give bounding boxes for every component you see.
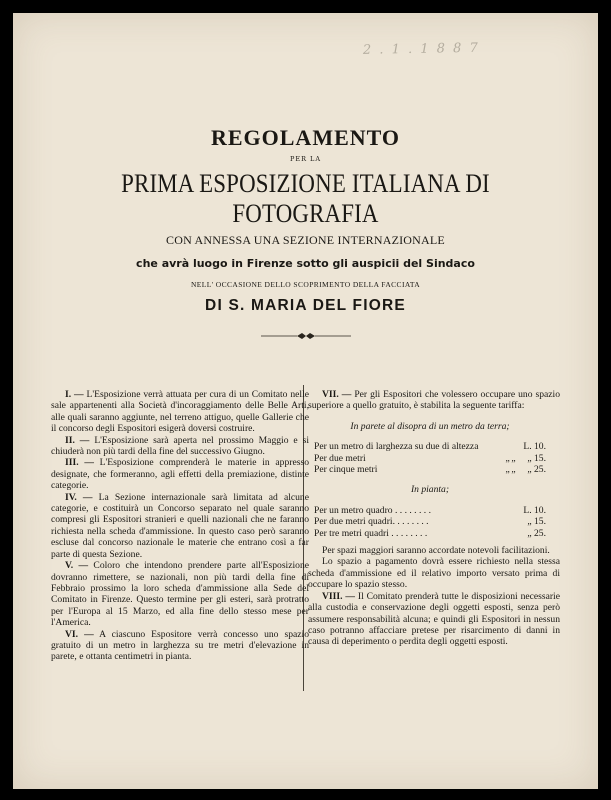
- article-2: II. — L'Esposizione sarà aperta nel prossimo Maggio e si chiuderà non più tardi della fine del successivo Giugno.: [51, 434, 310, 458]
- main-title: PRIMA ESPOSIZIONE ITALIANA DI FOTOGRAFIA: [121, 169, 490, 228]
- table-row: Per un metro di larghezza su due di altezza L. 10.: [314, 441, 546, 453]
- article-7: VII. — Per gli Espositori che volessero occupare uno spazio superiore a quello gratuito, è stabilita la seguente tariffa:: [308, 389, 560, 412]
- parete-tariff-table: [314, 441, 546, 475]
- table-row: Per tre metri quadri . . . . . . . . „ 25.: [314, 527, 546, 539]
- article-4: IV. — La Sezione internazionale sarà limitata ad alcune categorie, e costituirà un Concorso separato nel quale saranno compresi gli Espositori stranieri e quelli nazionali che ne faranno richiesta nella scheda d'ammissione. In questo caso però saranno escluse dal concorso nazionale le materie che entrano così a far parte di questa Sezione.: [51, 491, 309, 560]
- paragraph-spazi: Per spazi maggiori saranno accordate notevoli facilitazioni.: [322, 545, 550, 557]
- document-header: [13, 125, 598, 315]
- paragraph-pagamento: Lo spazio a pagamento dovrà essere richiesto nella stessa scheda d'ammissione ed il relativo importo versato prima di occupare lo spazio stesso.: [308, 556, 560, 591]
- parete-heading: In parete al disopra di un metro da terra;: [350, 420, 510, 432]
- table-row: Per due metri quadri. . . . . . . . „ 15.: [314, 516, 546, 528]
- ornament-divider: [261, 332, 351, 340]
- pencil-annotation: 2 . 1 . 1 8 8 7: [362, 40, 480, 58]
- article-5: V. — Coloro che intendono prendere parte all'Esposizione dovranno rimettere, se nazionali, non più tardi della fine di Febbraio prossimo la loro scheda d'ammissione alla Sede del Comitato in Firenze. Questo termine per gli esteri, sarà protratto per l'Europa al 15 Marzo, ed alla fine dello stesso mese per l'America.: [51, 560, 309, 629]
- pianta-tariff-table: [314, 505, 546, 539]
- annessa-line: CON ANNESSA UNA SEZIONE INTERNAZIONALE: [166, 233, 445, 247]
- luogo-line: che avrà luogo in Firenze sotto gli auspicii del Sindaco: [136, 257, 475, 270]
- right-column: [300, 389, 560, 648]
- article-1: I. — L'Esposizione verrà attuata per cura di un Comitato nelle sale appartenenti alla Società d'incoraggiamento delle Belle Arti, alle quali saranno aggiunte, nel terreno attiguo, quelle Gallerie che il concorso degli Espositori esigerà doversi costruire.: [51, 389, 310, 435]
- document-page: [13, 13, 598, 789]
- table-row: Per cinque metri „ „ „ 25.: [314, 464, 546, 476]
- table-row: Per un metro quadro . . . . . . . . L. 10.: [314, 504, 546, 516]
- article-6: VI. — A ciascuno Espositore verrà concesso uno spazio gratuito di un metro in larghezza su tre metri d'elevazione in parete, e ottanta centimetri in pianta.: [51, 628, 309, 663]
- article-3: III. — L'Esposizione comprenderà le materie in appresso designate, che formeranno, agli effetti della premiazione, distinte categorie.: [51, 457, 309, 492]
- left-column: [51, 389, 309, 663]
- title: REGOLAMENTO: [210, 125, 401, 150]
- occasione-line: NELL' OCCASIONE DELLO SCOPRIMENTO DELLA FACCIATA: [190, 280, 421, 289]
- pianta-heading: In pianta;: [410, 484, 450, 496]
- table-row: Per due metri „ „ „ 15.: [314, 452, 546, 464]
- santa-maria-line: DI S. MARIA DEL FIORE: [205, 297, 406, 314]
- article-8: VIII. — Il Comitato prenderà tutte le disposizioni necessarie alla custodia e conservazione degli oggetti esposti, senza però assumere responsabilità alcuna; e quindi gli Espositori in nessun caso potranno affacciare pretese per risarcimento di danni in causa di deperimento o perdita degli oggetti esposti.: [308, 590, 560, 648]
- per-la: PER LA: [289, 155, 322, 163]
